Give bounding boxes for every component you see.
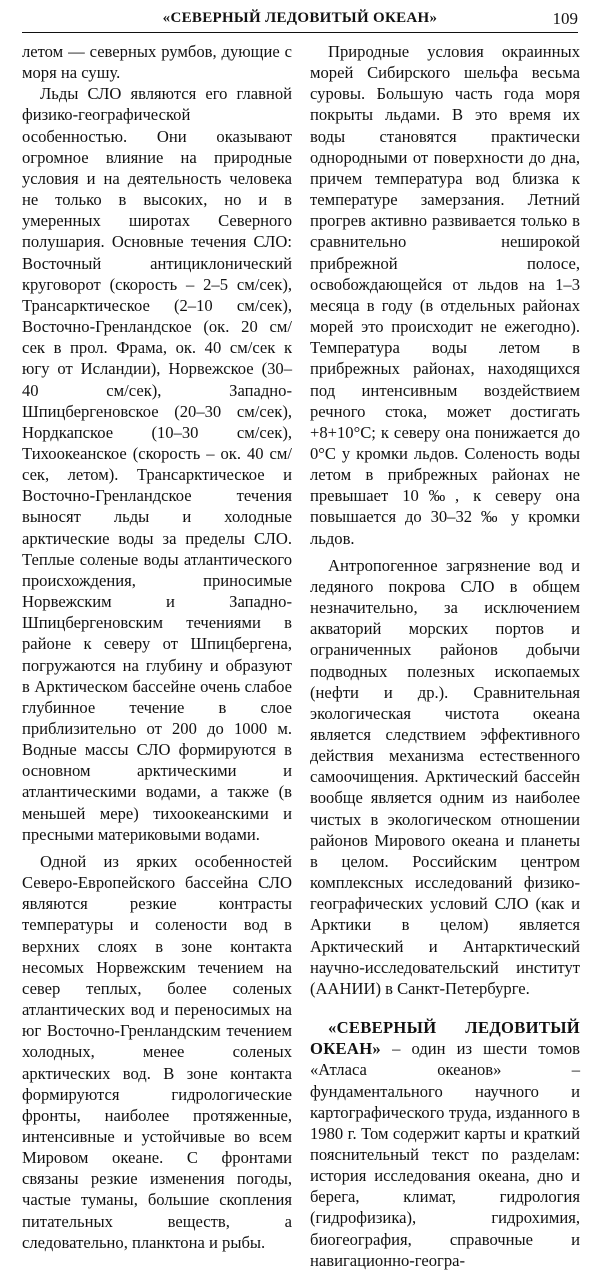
paragraph-atlas-entry bbox=[310, 1017, 580, 1271]
paragraph-siberian-shelf-seas: Природные условия окраинных морей Сибирского шельфа весьма суровы. Большую часть года моря покрыты льдами. В это время их воды становятся практически однородными от поверхности до дна, причем температура вод близка к температуре замерзания. Летний прогрев активно развивается только в сравнительно неширокой прибрежной полосе, освобождающейся от льдов на 1–3 месяца в году (в отдельных районах морей это происходит не ежегодно). Температура воды летом в прибрежных районах, находящихся под интенсивным воздействием речного стока, может достигать +8+10°С; к северу она понижается до 0°С у кромки льдов. Соленость воды летом в прибрежных районах не превышает 10‰, к северу она повышается до 30–32 ‰ у кромки льдов. bbox=[310, 42, 580, 548]
page-number: 109 bbox=[552, 9, 578, 28]
entry-heading: «СЕВЕРНЫЙ ЛЕДОВИТЫЙ ОКЕАН» bbox=[310, 1018, 580, 1059]
paragraph-ice-and-currents: Льды СЛО являются его главной физико-географической особенностью. Они оказывают огромное влияние на природные условия и на деятельность человека не только в высоких, но и в умеренных широтах Северного полушария. Основные течения СЛО: Восточный антициклонический круговорот (скорость – 2–5 см/сек), Трансарктическое (2–10 см/сек), Восточно-Гренландское (ок. 20 см/сек в прол. Фрама, ок. 40 см/сек к югу от Исландии), Норвежское (30–40 см/сек), Западно-Шпицбергеновское (20–30 см/сек), Нордкапское (10–30 см/сек), Тихоокеанское (скорость – ок. 40 см/сек, летом). Трансарктическое и Восточно-Гренландское течения выносят льды и холодные арктические воды за пределы СЛО. Теплые соленые воды атлантического происхождения, приносимые Норвежским и Западно-Шпицбергеновским течениями в районе к северу от Шпицбергена, погружаются на глубину и образуют в Арктическом бассейне очень слабое глубинное течение в слое приблизительно от 200 до 1000 м. Водные массы СЛО формируются в основном арктическими и атлантическими водами, а также (в меньшей мере) тихоокеанскими и пресными материковыми водами. bbox=[22, 84, 292, 844]
running-header bbox=[22, 8, 578, 33]
paragraph-pollution-and-research: Антропогенное загрязнение вод и ледяного покрова СЛО в общем незначительно, за исключением акваторий морских портов и ограниченных районов добычи подводных полезных ископаемых (нефти и др.). Сравнительная экологическая чистота океана является следствием эффективного действия механизма естественного самоочищения. Арктический бассейн вообще является одним из наиболее чистых в экологическом отношении районов Мирового океана и планеты в целом. Российским центром комплексных исследований физико-географических условий СЛО (как и Арктики в целом) является Арктический и Антарктический научно-исследовательский институт (ААНИИ) в Санкт-Петербурге. bbox=[310, 555, 580, 998]
paragraph-continuation: летом — северных румбов, дующие с моря на сушу. bbox=[22, 42, 292, 83]
paragraph-hydrological-fronts: Одной из ярких особенностей Северо-Европейского бассейна СЛО являются резкие контрасты температуры и солености вод в верхних слоях в зоне контакта несомых Норвежским течением на север теплых, более соленых атлантических вод и переносимых на юг Восточно-Гренландским течением холодных, менее соленых арктических вод. В зоне контакта формируются гидрологические фронты, наиболее протяженные, интенсивные и устойчивые во всем Мировом океане. С фронтами связаны резкие изменения погоды, частые туманы, большие скопления питательных веществ, а следовательно, планктона и рыбы. bbox=[22, 851, 292, 1252]
left-column bbox=[22, 41, 292, 1253]
entry-text: – один из шести томов «Атласа океанов» – фундаментального научного и картографического труда, изданного в 1980 г. Том содержит карты и краткий пояснительный текст по разделам: история исследования океана, дно и берега, климат, гидрология (гидрофизика), гидрохимия, биогеография, справочные и навигационно-геогра- bbox=[310, 1039, 580, 1270]
right-column bbox=[310, 41, 580, 1271]
running-title: «СЕВЕРНЫЙ ЛЕДОВИТЫЙ ОКЕАН» bbox=[162, 10, 438, 26]
